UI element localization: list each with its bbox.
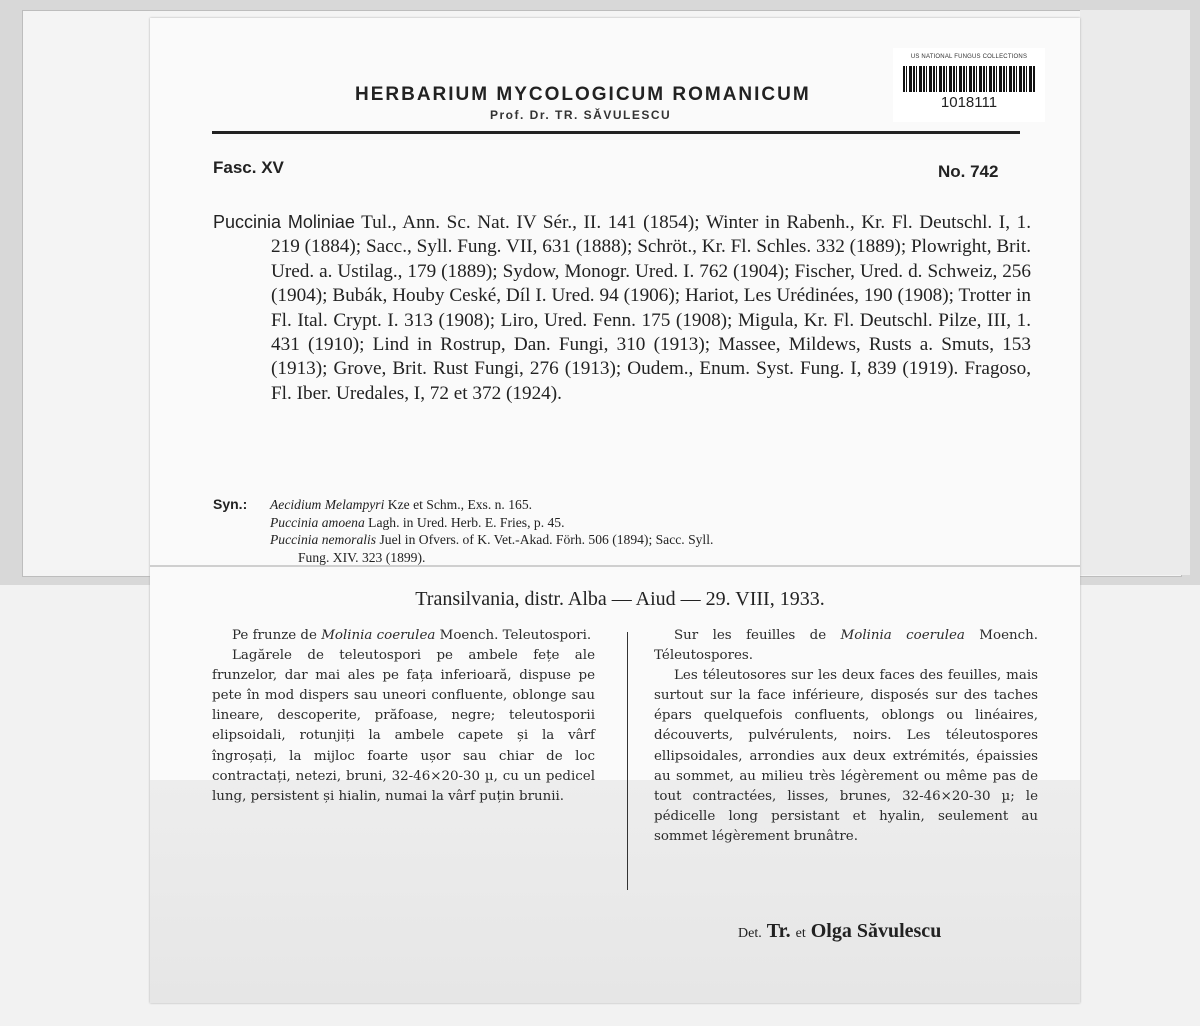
romanian-description xyxy=(212,626,595,807)
barcode-label xyxy=(893,48,1045,122)
barcode-caption: US NATIONAL FUNGUS COLLECTIONS xyxy=(910,54,1028,60)
synonym-name: Puccinia amoena xyxy=(270,514,365,530)
header-rule xyxy=(212,131,1020,134)
synonym-name: Aecidium Melampyri xyxy=(270,497,385,512)
barcode-icon xyxy=(903,66,1035,92)
species-references xyxy=(213,210,1031,406)
det-et: et xyxy=(795,926,806,941)
text-run: Moench. Téleutospores. xyxy=(654,628,1038,664)
collection-locality: Transilvania, distr. Alba — Aiud — 29. VIII, 1933. xyxy=(415,588,825,610)
barcode-number: 1018111 xyxy=(940,94,998,111)
herbarium-title: HERBARIUM MYCOLOGICUM ROMANICUM xyxy=(355,84,811,105)
synonym-item xyxy=(270,531,1035,549)
synonym-ref: Kze et Schm., Exs. n. 165. xyxy=(387,497,533,512)
text-run: Sur les feuilles de xyxy=(674,628,841,643)
citation-list: Tul., Ann. Sc. Nat. IV Sér., II. 141 (1854); Winter in Rabenh., Kr. Fl. Deutschl. I, 1. 219 (1884); Sacc., Syll. Fung. VII, 631 (1888); Schröt., Kr. Fl. Schles. 332 (1889); Plowright, Brit. Ured. a. Ustilag., 179 (1889); Sydow, Monogr. Ured. I. 762 (1904); Fischer, Ured. d. Schweiz, 256 (1904); Bubák, Houby Ceské, Díl I. Ured. 94 (1906); Hariot, Les Urédinées, 190 (1908); Trotter in Fl. Ital. Crypt. I. 313 (1908); Liro, Ured. Fenn. 175 (1908); Migula, Kr. Fl. Deutschl. Pilze, III, 1. 431 (1910); Lind in Rostrup, Dan. Fungi, 310 (1913); Massee, Mildews, Rusts a. Smuts, 153 (1913); Grove, Brit. Rust Fungi, 276 (1913); Oudem., Enum. Syst. Fung. I, 839 (1919). Fragoso, Fl. Iber. Uredales, I, 72 et 372 (1924). xyxy=(271,212,1031,404)
description-paragraph: Lagărele de teleutospori pe ambele fețe ale frunzelor, dar mai ales pe fața inferioară, dispuse pe pete în mod dispers sau uneori confluente, oblonge sau lineare, descoperite, prăfoase, negre; teleutosporii elipsoidali, rotunjiți la ambele capete și la vârf îngroșați, la mijloc foarte ușor sau chiar de loc contractați, netezi, bruni, 32-46×20-30 µ, cu un pedicel lung, persistent și hialin, numai la vârf puțin brunii. xyxy=(212,648,595,804)
det-label: Det. xyxy=(738,926,762,941)
synonym-ref: Juel in Ofvers. of K. Vet.-Akad. Förh. 506 (1894); Sacc. Syll. xyxy=(379,532,714,547)
synonym-ref: Lagh. in Ured. Herb. E. Fries, p. 45. xyxy=(368,514,565,530)
species-name: Puccinia Moliniae xyxy=(213,212,355,232)
sheet-edge xyxy=(1080,10,1190,575)
synonym-continuation: Fung. XIV. 323 (1899). xyxy=(298,549,426,565)
column-divider xyxy=(627,632,628,890)
synonym-item xyxy=(270,496,1035,514)
description-paragraph: Les téleutosores sur les deux faces des feuilles, mais surtout sur la face inférieure, disposés sur des taches épars quelquefois confluents, oblongs ou linéaires, découverts, pulvérulents, noirs. Les téleutospores ellipsoidales, arrondies aux deux extrémités, épaissies au sommet, au milieu très légèrement ou même pas de tout contractées, lisses, brunes, 32-46×20-30 µ; le pédicelle long persistant et hyalin, seulement au sommet légèrement brunâtre. xyxy=(654,668,1038,844)
synonym-name: Puccinia nemoralis xyxy=(270,532,377,547)
determiner xyxy=(738,920,941,943)
host-name: Molinia coerulea xyxy=(840,628,965,643)
text-run: Pe frunze de xyxy=(232,628,322,643)
text-run: Moench. Teleutospori. xyxy=(435,628,592,643)
synonyms-label: Syn.: xyxy=(213,496,248,512)
synonyms xyxy=(213,496,1035,566)
determiner-name-2: Olga Săvulescu xyxy=(810,920,942,942)
host-name: Molinia coerulea xyxy=(321,628,436,643)
herbarium-subtitle: Prof. Dr. TR. SĂVULESCU xyxy=(490,108,672,122)
fascicle: Fasc. XV xyxy=(213,158,284,177)
synonym-item xyxy=(270,514,1035,532)
determiner-name-1: Tr. xyxy=(766,920,791,942)
french-description xyxy=(654,626,1038,847)
specimen-number: No. 742 xyxy=(938,162,999,181)
